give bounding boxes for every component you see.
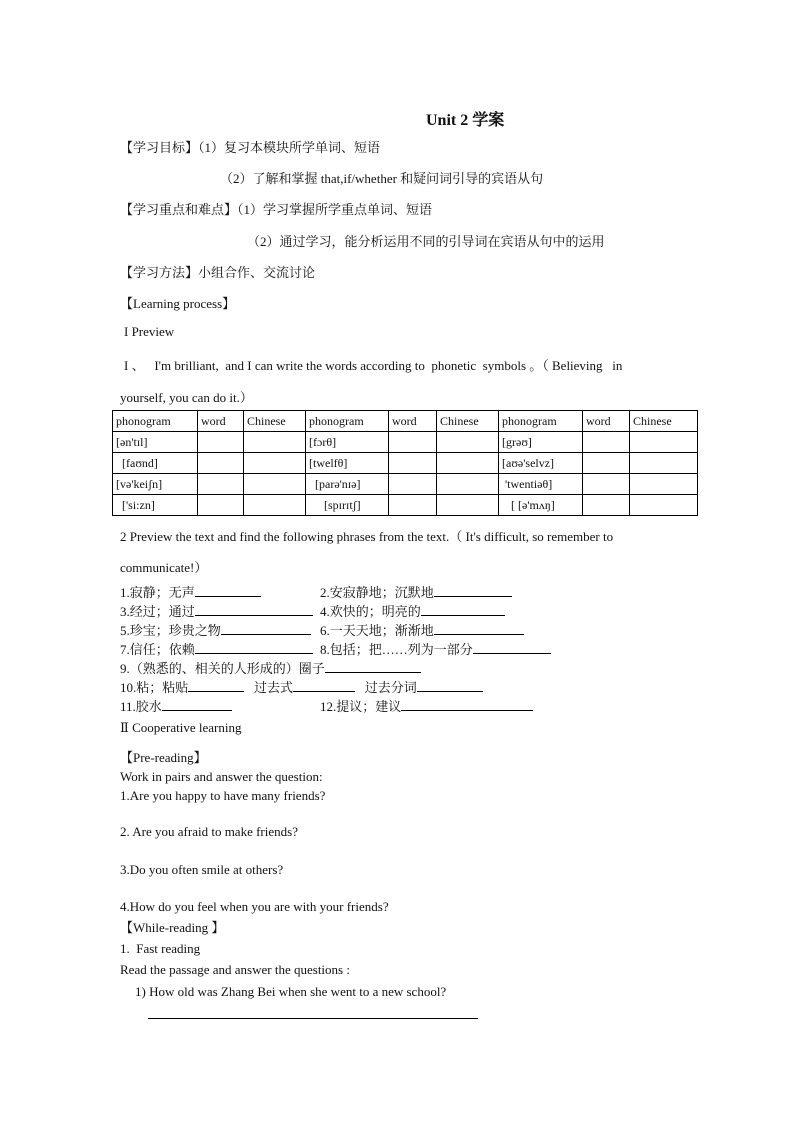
table-row	[113, 474, 698, 495]
phrase-label: 过去式	[254, 680, 294, 695]
chinese-cell[interactable]	[630, 495, 698, 516]
phrase-item	[120, 658, 421, 677]
phonogram-cell: [faʊnd]	[113, 453, 198, 474]
table-row	[113, 432, 698, 453]
word-cell[interactable]	[198, 432, 244, 453]
phonogram-cell: [parə'nɪə]	[306, 474, 389, 495]
method-text: 【学习方法】小组合作、交流讨论	[120, 265, 316, 280]
preview-heading: I Preview	[124, 324, 175, 339]
whilereading-instruction: Read the passage and answer the questions :	[120, 962, 350, 977]
cooperative-heading: Ⅱ Cooperative learning	[120, 720, 242, 735]
phrase-label: 9.（熟悉的、相关的人形成的）圈子	[120, 661, 325, 676]
goals-line-1	[120, 137, 380, 156]
phrase-label: 11.胶水	[120, 699, 162, 714]
task2-line-1: 2 Preview the text and find the following phrases from the text.（ It's difficult, so remember to	[120, 529, 614, 544]
phrase-label: 12.提议；建议	[320, 699, 402, 714]
word-cell[interactable]	[583, 474, 630, 495]
chinese-cell[interactable]	[437, 432, 499, 453]
word-cell[interactable]	[389, 495, 437, 516]
phonogram-cell: [grəʊ]	[499, 432, 583, 453]
chinese-cell[interactable]	[244, 495, 306, 516]
focus-line-1	[120, 199, 432, 218]
answer-blank[interactable]	[417, 679, 483, 692]
question-item: 4.How do you feel when you are with your friends?	[120, 899, 389, 914]
answer-blank[interactable]	[195, 641, 313, 654]
word-cell[interactable]	[198, 474, 244, 495]
answer-blank[interactable]	[434, 584, 512, 597]
task2-line-2: communicate!）	[120, 560, 208, 575]
task1-line-1: I 、 I'm brilliant, and I can write the words according to phonetic symbols 。（ Believing in	[124, 358, 623, 373]
answer-blank[interactable]	[473, 641, 551, 654]
phrase-label: 10.粘；粘贴	[120, 680, 189, 695]
phrase-item	[320, 620, 524, 639]
word-cell[interactable]	[583, 495, 630, 516]
answer-blank[interactable]	[195, 584, 261, 597]
phrase-label: 5.珍宝；珍贵之物	[120, 623, 221, 638]
phrase-label: 8.包括；把……列为一部分	[320, 642, 473, 657]
header-cell: Chinese	[630, 411, 698, 432]
phrase-item	[320, 696, 533, 715]
phrase-item	[120, 639, 313, 658]
phrase-item	[120, 582, 261, 601]
phonogram-cell: [twelfθ]	[306, 453, 389, 474]
chinese-cell[interactable]	[630, 453, 698, 474]
chinese-cell[interactable]	[244, 474, 306, 495]
phrase-label: 过去分词	[364, 680, 417, 695]
fast-reading-heading: 1. Fast reading	[120, 941, 201, 956]
header-cell: Chinese	[437, 411, 499, 432]
chinese-cell[interactable]	[244, 453, 306, 474]
phonogram-cell: [aʊə'selvz]	[499, 453, 583, 474]
answer-blank[interactable]	[293, 679, 355, 692]
answer-blank[interactable]	[162, 698, 232, 711]
answer-blank[interactable]	[188, 679, 244, 692]
phrase-label: 4.欢快的；明亮的	[320, 604, 421, 619]
question-item: 2. Are you afraid to make friends?	[120, 824, 298, 839]
phonogram-cell: [ən'tɪl]	[113, 432, 198, 453]
phonogram-cell: [və'keiʃn]	[113, 474, 198, 495]
word-cell[interactable]	[198, 453, 244, 474]
focus-item-2: （2）通过学习，能分析运用不同的引导词在宾语从句中的运用	[247, 234, 605, 249]
phonetic-table	[112, 410, 698, 516]
phrase-item	[320, 582, 512, 601]
table-header-row	[113, 411, 698, 432]
question-item: 3.Do you often smile at others?	[120, 862, 284, 877]
word-cell[interactable]	[389, 453, 437, 474]
chinese-cell[interactable]	[244, 432, 306, 453]
phonogram-cell: 'twentiəθ]	[499, 474, 583, 495]
chinese-cell[interactable]	[437, 453, 499, 474]
question-item: 1.Are you happy to have many friends?	[120, 788, 326, 803]
header-cell: phonogram	[306, 411, 389, 432]
prereading-instruction: Work in pairs and answer the question:	[120, 769, 323, 784]
phrase-label: 3.经过；通过	[120, 604, 195, 619]
header-cell: word	[389, 411, 437, 432]
word-cell[interactable]	[583, 453, 630, 474]
word-cell[interactable]	[389, 432, 437, 453]
header-cell: Chinese	[244, 411, 306, 432]
phrase-label: 1.寂静；无声	[120, 585, 195, 600]
word-cell[interactable]	[583, 432, 630, 453]
phrase-label: 6.一天天地；渐渐地	[320, 623, 434, 638]
whilereading-label: 【While-reading 】	[120, 920, 225, 935]
chinese-cell[interactable]	[630, 474, 698, 495]
header-cell: word	[198, 411, 244, 432]
goals-item-2: （2）了解和掌握 that,if/whether 和疑问词引导的宾语从句	[220, 171, 544, 186]
process-label: 【Learning process】	[120, 296, 236, 311]
phonogram-cell: ['si:zn]	[113, 495, 198, 516]
whilereading-question-1: 1) How old was Zhang Bei when she went to a new school?	[135, 984, 447, 999]
word-cell[interactable]	[198, 495, 244, 516]
answer-blank[interactable]	[434, 622, 524, 635]
phrase-item	[120, 620, 311, 639]
table-row	[113, 495, 698, 516]
word-cell[interactable]	[389, 474, 437, 495]
phrase-item	[120, 601, 313, 620]
phonogram-cell: [spɪrɪtʃ]	[306, 495, 389, 516]
goals-item-1: （1）复习本模块所学单词、短语	[198, 140, 381, 155]
answer-blank[interactable]	[325, 660, 421, 673]
header-cell: word	[583, 411, 630, 432]
phrase-item	[120, 696, 232, 715]
header-cell: phonogram	[113, 411, 198, 432]
phrase-label: 7.信任；依赖	[120, 642, 195, 657]
phrase-label: 2.安寂静地；沉默地	[320, 585, 434, 600]
header-cell: phonogram	[499, 411, 583, 432]
goals-label: 【学习目标】	[120, 140, 199, 155]
answer-blank[interactable]	[195, 603, 313, 616]
answer-blank[interactable]	[221, 622, 311, 635]
answer-line[interactable]	[148, 1017, 478, 1019]
table-row	[113, 453, 698, 474]
focus-item-1: （1）学习掌握所学重点单词、短语	[237, 202, 433, 217]
phonogram-cell: [fɔrθ]	[306, 432, 389, 453]
task1-line-2: yourself, you can do it.）	[120, 390, 253, 405]
chinese-cell[interactable]	[630, 432, 698, 453]
chinese-cell[interactable]	[437, 495, 499, 516]
answer-blank[interactable]	[421, 603, 505, 616]
phrase-item	[120, 677, 483, 696]
chinese-cell[interactable]	[437, 474, 499, 495]
phrase-item	[320, 601, 505, 620]
phrase-item	[320, 639, 551, 658]
prereading-label: 【Pre-reading】	[120, 750, 207, 765]
phonogram-cell: [ [ə'mʌŋ]	[499, 495, 583, 516]
focus-label: 【学习重点和难点】	[120, 202, 238, 217]
page-title: Unit 2 学案	[426, 112, 505, 129]
answer-blank[interactable]	[401, 698, 533, 711]
